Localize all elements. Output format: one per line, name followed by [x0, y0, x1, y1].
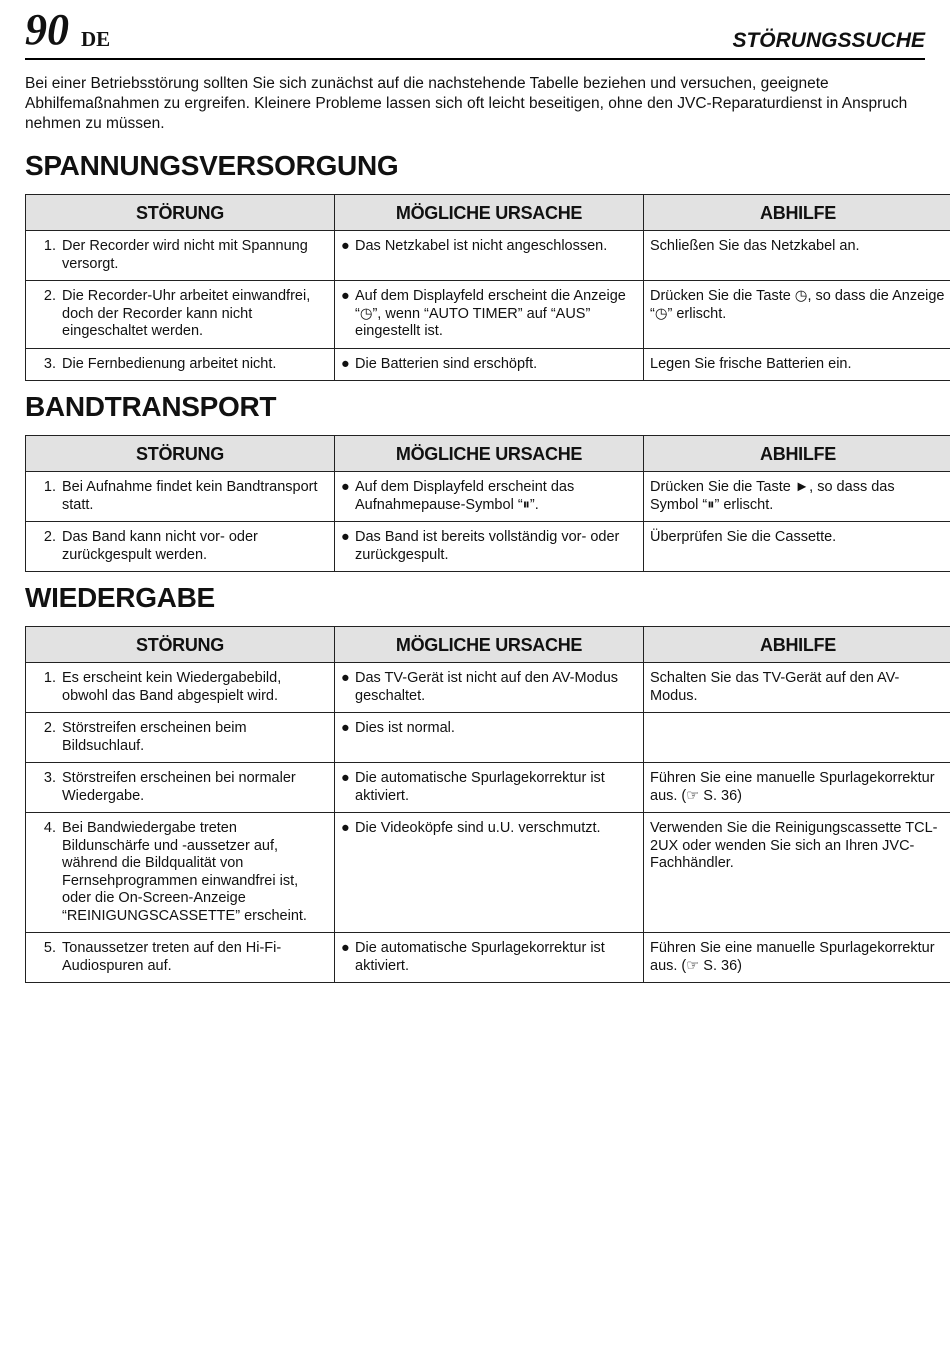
- problem-text: Das Band kann nicht vor- oder zurückgespult werden.: [62, 529, 258, 563]
- remedy-text: Drücken Sie die Taste ◷, so dass die Anzeige “◷” erlischt.: [650, 288, 945, 322]
- problem-text: Störstreifen erscheinen beim Bildsuchlauf.: [62, 720, 247, 754]
- remedy-text: Schließen Sie das Netzkabel an.: [650, 238, 860, 254]
- problem-text: Bei Bandwiedergabe treten Bildunschärfe und -aussetzer auf, während die Bildqualität von Fernsehprogrammen einwandfrei ist, oder die On-Screen-Anzeige “REINIGUNGSCASSETTE” erscheint.: [62, 820, 307, 924]
- column-header-cause: MÖGLICHE URSACHE: [335, 627, 644, 663]
- table-header-row: [26, 436, 950, 472]
- cause-text: Die Videoköpfe sind u.U. verschmutzt.: [355, 820, 601, 836]
- cause-text: Die automatische Spurlagekorrektur ist aktiviert.: [355, 940, 605, 974]
- table-row: [26, 231, 950, 281]
- chapter-title: STÖRUNGSSUCHE: [732, 29, 925, 52]
- problem-text: Die Fernbedienung arbeitet nicht.: [62, 355, 277, 372]
- remedy-text: Führen Sie eine manuelle Spurlagekorrektur aus. (☞ S. 36): [650, 770, 935, 804]
- remedy-cell: [644, 763, 950, 813]
- table-row: [26, 713, 950, 763]
- remedy-cell: [644, 663, 950, 713]
- row-number: 2.: [43, 529, 56, 545]
- problem-text: Es erscheint kein Wiedergabebild, obwohl das Band abgespielt wird.: [62, 670, 282, 704]
- cause-cell: [335, 763, 644, 813]
- troubleshooting-table-playback: [25, 626, 950, 983]
- section-heading-playback: WIEDERGABE: [25, 582, 215, 613]
- bullet-icon: ●: [341, 820, 350, 836]
- column-header-cause: MÖGLICHE URSACHE: [335, 436, 644, 472]
- cause-cell: [335, 522, 644, 572]
- column-header-problem: STÖRUNG: [26, 627, 335, 663]
- remedy-text: Führen Sie eine manuelle Spurlagekorrektur aus. (☞ S. 36): [650, 940, 935, 974]
- cause-cell: [335, 933, 644, 983]
- section-heading-power: SPANNUNGSVERSORGUNG: [25, 150, 399, 181]
- remedy-text: Überprüfen Sie die Cassette.: [650, 529, 837, 545]
- bullet-icon: ●: [341, 670, 350, 686]
- cause-text: Auf dem Displayfeld erscheint die Anzeige “◷”, wenn “AUTO TIMER” auf “AUS” eingestellt ist.: [355, 288, 626, 339]
- row-number: 4.: [43, 820, 56, 836]
- column-header-problem: STÖRUNG: [26, 436, 335, 472]
- page-header: [25, 0, 925, 60]
- remedy-cell: [644, 231, 950, 281]
- problem-cell: [26, 472, 335, 522]
- intro-paragraph: Bei einer Betriebsstörung sollten Sie sich zunächst auf die nachstehende Tabelle beziehen und versuchen, geeignete Abhilfemaßnahmen zu ergreifen. Kleinere Probleme lassen sich oft leicht beseitigen, ohne den JVC-Reparaturdienst in Anspruch nehmen zu müssen.: [25, 75, 908, 132]
- bullet-icon: ●: [341, 479, 350, 495]
- troubleshooting-table-transport: [25, 435, 950, 572]
- column-header-cause: MÖGLICHE URSACHE: [335, 195, 644, 231]
- remedy-cell: [644, 522, 950, 572]
- bullet-icon: ●: [341, 288, 350, 304]
- remedy-cell: [644, 281, 950, 349]
- cause-cell: [335, 348, 644, 381]
- bullet-icon: ●: [341, 720, 350, 736]
- table-header-row: [26, 195, 950, 231]
- section-heading-transport: BANDTRANSPORT: [25, 391, 277, 422]
- problem-text: Der Recorder wird nicht mit Spannung versorgt.: [62, 238, 308, 272]
- column-header-remedy: ABHILFE: [644, 195, 950, 231]
- problem-cell: [26, 813, 335, 933]
- cause-text: Das Band ist bereits vollständig vor- oder zurückgespult.: [355, 529, 620, 563]
- bullet-icon: ●: [341, 529, 350, 545]
- cause-cell: [335, 472, 644, 522]
- cause-cell: [335, 713, 644, 763]
- table-row: [26, 663, 950, 713]
- column-header-problem: STÖRUNG: [26, 195, 335, 231]
- row-number: 2.: [43, 720, 56, 736]
- problem-cell: [26, 933, 335, 983]
- row-number: 1.: [43, 670, 56, 686]
- table-row: [26, 763, 950, 813]
- row-number: 1.: [43, 238, 56, 254]
- row-number: 3.: [43, 355, 56, 372]
- problem-text: Störstreifen erscheinen bei normaler Wiedergabe.: [62, 770, 296, 804]
- row-number: 1.: [43, 479, 56, 495]
- column-header-remedy: ABHILFE: [644, 627, 950, 663]
- bullet-icon: ●: [341, 940, 350, 956]
- cause-text: Dies ist normal.: [355, 720, 455, 736]
- cause-cell: [335, 281, 644, 349]
- problem-cell: [26, 348, 335, 381]
- remedy-cell: [644, 713, 950, 763]
- problem-text: Die Recorder-Uhr arbeitet einwandfrei, doch der Recorder kann nicht eingeschaltet werden.: [62, 288, 311, 339]
- row-number: 3.: [43, 770, 56, 786]
- bullet-icon: ●: [341, 770, 350, 786]
- table-row: [26, 813, 950, 933]
- remedy-text: Drücken Sie die Taste ►, so dass das Symbol “⏸” erlischt.: [650, 479, 895, 513]
- table-row: [26, 348, 950, 381]
- problem-cell: [26, 522, 335, 572]
- manual-page: [25, 0, 945, 983]
- cause-text: Das Netzkabel ist nicht angeschlossen.: [355, 238, 608, 254]
- remedy-text: Verwenden Sie die Reinigungscassette TCL-2UX oder wenden Sie sich an Ihren JVC-Fachhändler.: [650, 820, 938, 871]
- remedy-cell: [644, 472, 950, 522]
- bullet-icon: ●: [341, 355, 350, 372]
- cause-cell: [335, 813, 644, 933]
- problem-cell: [26, 663, 335, 713]
- cause-text: Die Batterien sind erschöpft.: [355, 355, 538, 372]
- table-row: [26, 522, 950, 572]
- cause-text: Auf dem Displayfeld erscheint das Aufnahmepause-Symbol “⏸”.: [355, 479, 575, 513]
- problem-text: Bei Aufnahme findet kein Bandtransport statt.: [62, 479, 318, 513]
- remedy-text: Legen Sie frische Batterien ein.: [650, 355, 852, 372]
- table-row: [26, 933, 950, 983]
- remedy-cell: [644, 348, 950, 381]
- table-row: [26, 281, 950, 349]
- problem-cell: [26, 763, 335, 813]
- cause-cell: [335, 231, 644, 281]
- remedy-cell: [644, 933, 950, 983]
- cause-cell: [335, 663, 644, 713]
- language-code: DE: [81, 27, 111, 51]
- column-header-remedy: ABHILFE: [644, 436, 950, 472]
- cause-text: Die automatische Spurlagekorrektur ist aktiviert.: [355, 770, 605, 804]
- cause-text: Das TV-Gerät ist nicht auf den AV-Modus geschaltet.: [355, 670, 619, 704]
- problem-text: Tonaussetzer treten auf den Hi-Fi-Audiospuren auf.: [62, 940, 282, 974]
- problem-cell: [26, 281, 335, 349]
- remedy-cell: [644, 813, 950, 933]
- table-row: [26, 472, 950, 522]
- remedy-text: Schalten Sie das TV-Gerät auf den AV-Modus.: [650, 670, 900, 704]
- row-number: 5.: [43, 940, 56, 956]
- problem-cell: [26, 713, 335, 763]
- table-header-row: [26, 627, 950, 663]
- row-number: 2.: [43, 288, 56, 304]
- troubleshooting-table-power: [25, 194, 950, 381]
- problem-cell: [26, 231, 335, 281]
- bullet-icon: ●: [341, 238, 350, 254]
- page-number: 90: [25, 5, 69, 54]
